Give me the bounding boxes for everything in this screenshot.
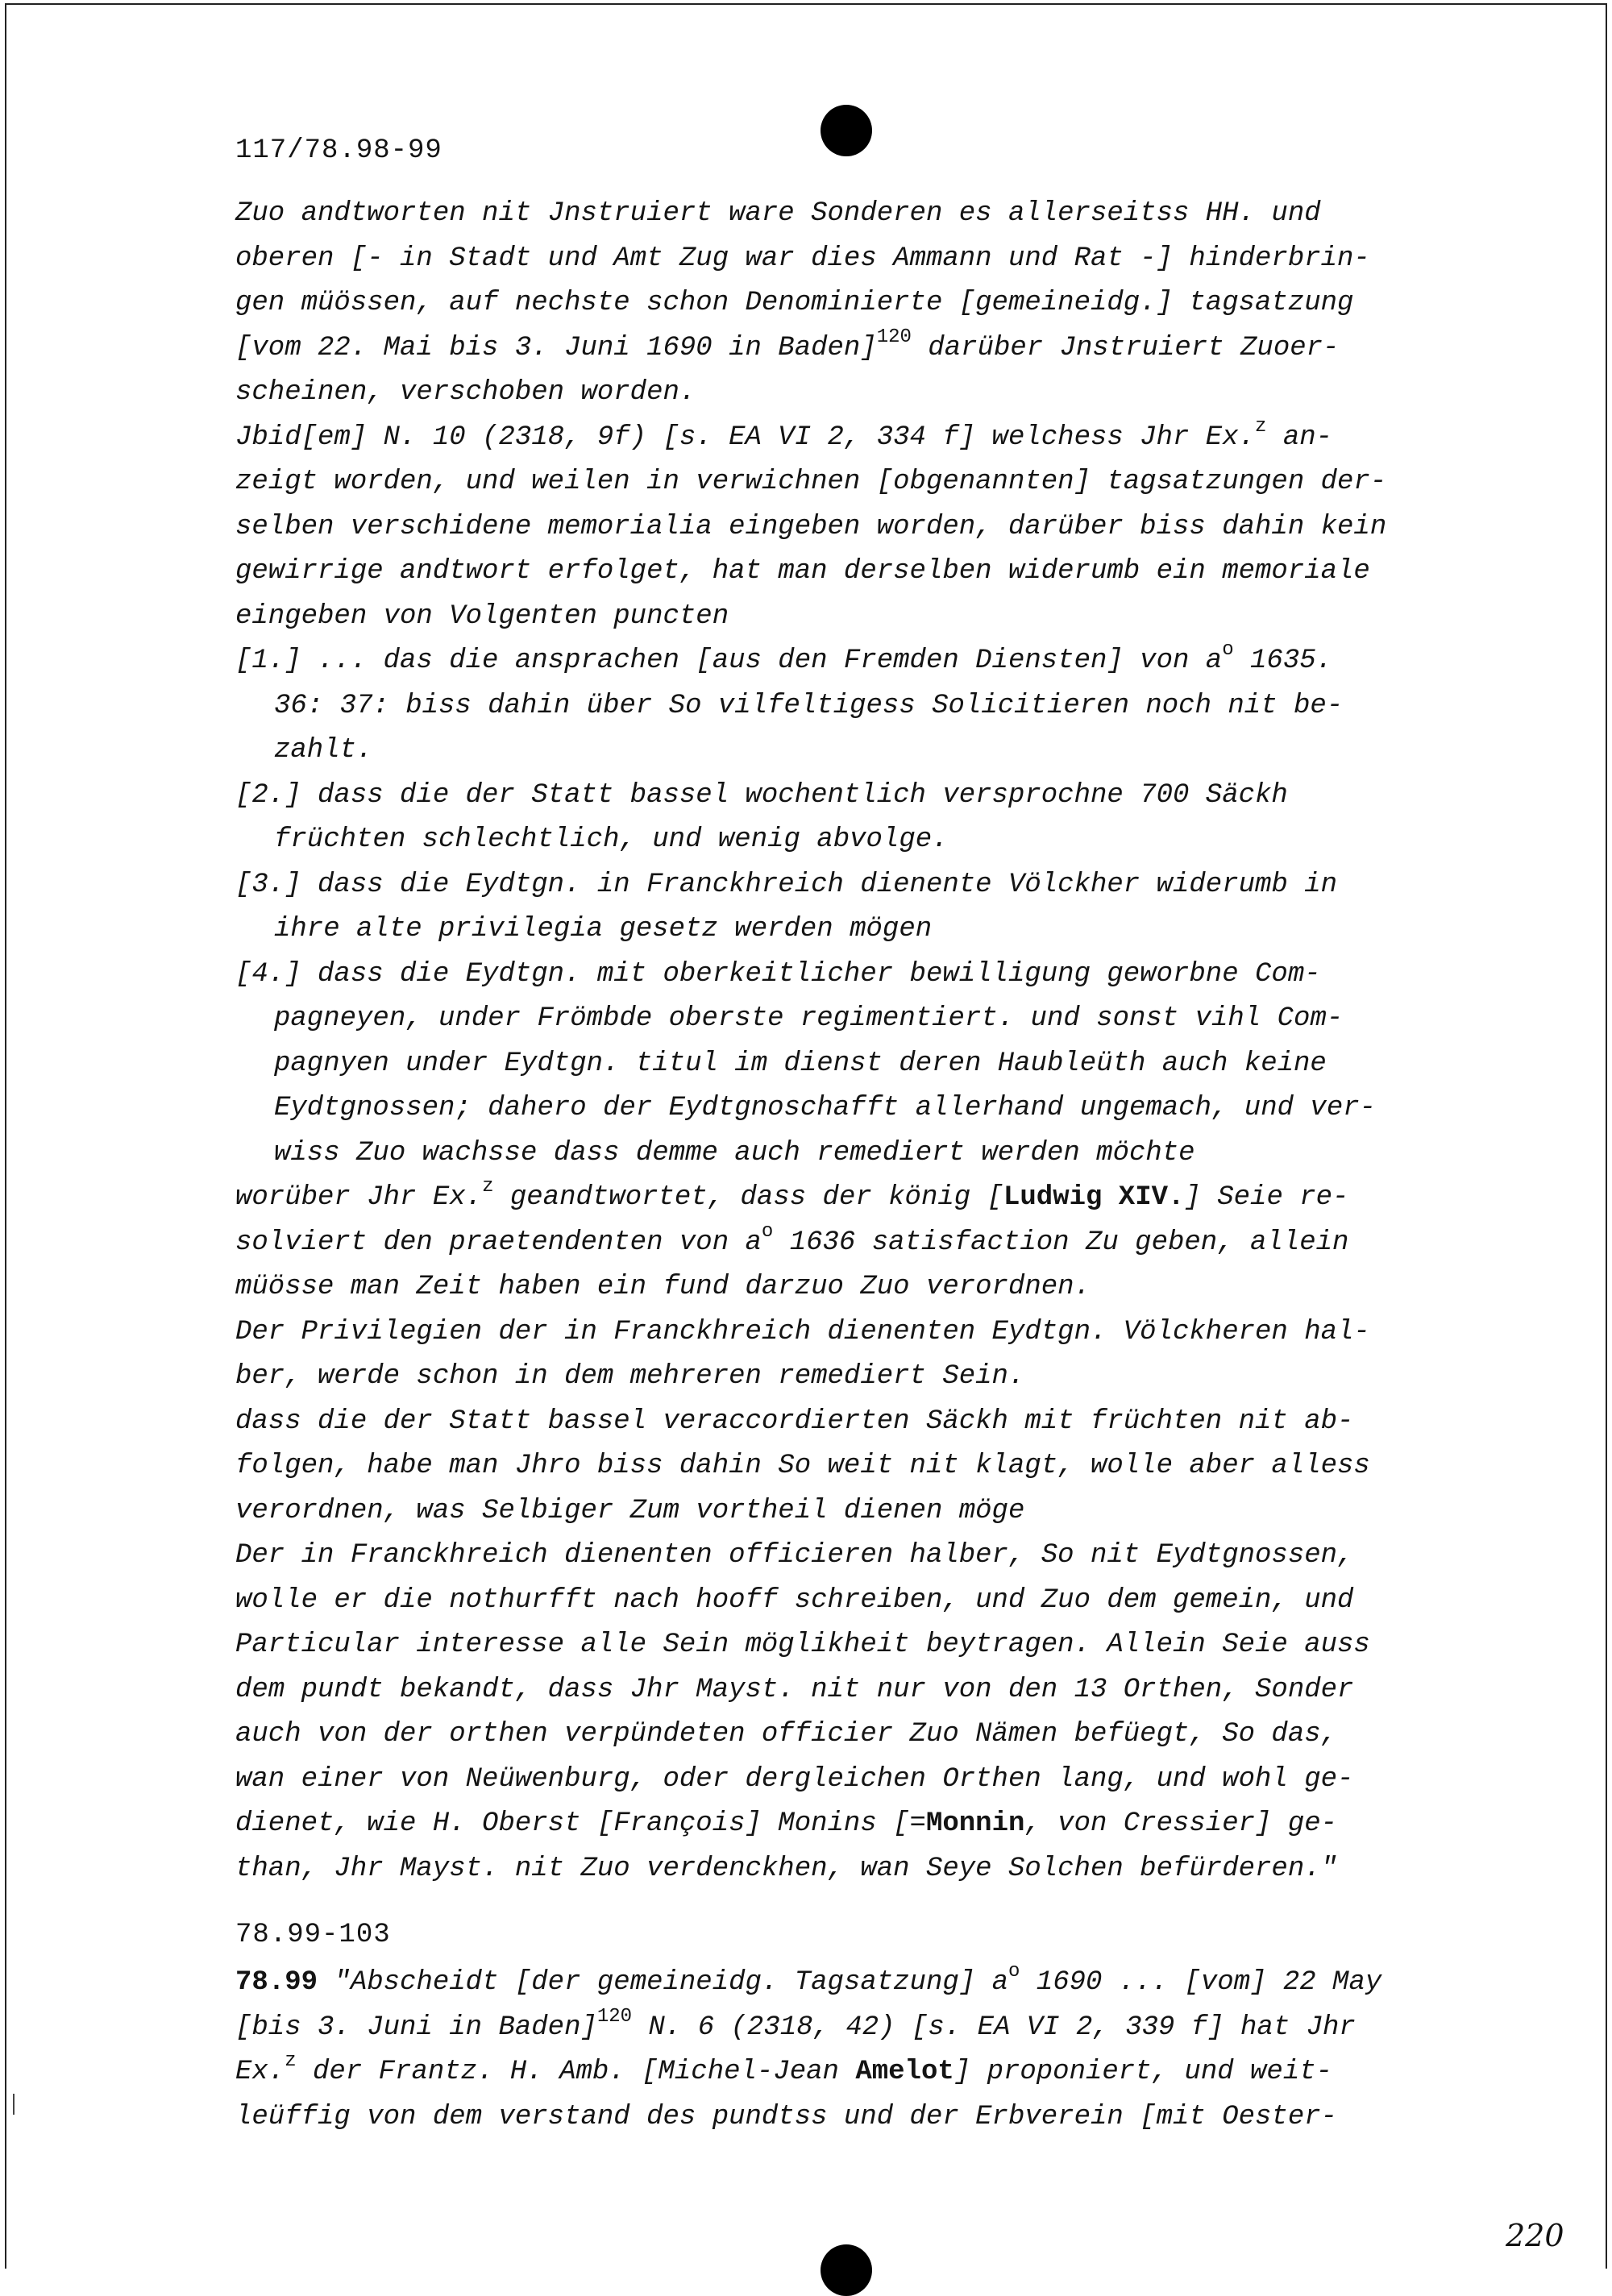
text-line: Ex.$^z$ der Frantz. H. Amb. [Michel-Jean Amelot] proponiert, und weit- bbox=[235, 2050, 1333, 2087]
text-line: scheinen, verschoben worden. bbox=[235, 377, 696, 408]
text-line: dass die der Statt bassel veraccordierten Säckh mit früchten nit ab- bbox=[235, 1405, 1354, 1437]
text-line: auch von der orthen verpündeten officier Zuo Nämen befüegt, So das, bbox=[235, 1719, 1338, 1750]
text-line: 36: 37: biss dahin über So vilfeltigess Solicitieren noch nit be- bbox=[274, 690, 1344, 721]
text-line: müösse man Zeit haben ein fund darzuo Zuo verordnen. bbox=[235, 1272, 1091, 1302]
footnote-marker: 120 bbox=[596, 2005, 633, 2028]
list-item-1: [1.] ... das die ansprachen [aus den Fremden Diensten] von $a^o$ 1635. bbox=[235, 639, 1333, 676]
text-line: pagnyen under Eydtgn. titul im dienst deren Haubleüth auch keine bbox=[274, 1048, 1327, 1079]
punch-hole-top bbox=[821, 105, 872, 156]
footnote-marker: 120 bbox=[876, 326, 912, 348]
text-line: ber, werde schon in dem mehreren remediert Sein. bbox=[235, 1361, 1025, 1392]
text-line: eingeben von Volgenten puncten bbox=[235, 600, 729, 632]
text-line: folgen, habe man Jhro biss dahin So weit nit klagt, wolle aber alless bbox=[235, 1451, 1370, 1481]
list-item-3: [3.] dass die Eydtgn. in Franckhreich dienente Völckher widerumb in bbox=[235, 869, 1338, 900]
text-line: wan einer von Neüwenburg, oder dergleichen Orthen lang, und wohl ge- bbox=[235, 1763, 1354, 1795]
text-line: gen müössen, auf nechste schon Denominierte [gemeineidg.] tagsatzung bbox=[235, 288, 1354, 318]
text-line: [vom 22. Mai bis 3. Juni 1690 in Baden]$^{120}$ darüber Jnstruiert Zuoer- bbox=[235, 326, 1340, 363]
superscript: o bbox=[1222, 639, 1234, 661]
superscript: o bbox=[761, 1220, 774, 1243]
text-line: solviert den praetendenten von $a^o$ 1636 satisfaction Zu geben, allein bbox=[235, 1220, 1349, 1258]
text-line: Eydtgnossen; dahero der Eydtgnoschafft allerhand ungemach, und ver- bbox=[274, 1093, 1377, 1123]
text-line: ihre alte privilegia gesetz werden mögen bbox=[274, 914, 933, 945]
text-line: pagneyen, under Frömbde oberste regimentiert. und sonst vihl Com- bbox=[274, 1003, 1344, 1034]
person-name: Amelot bbox=[855, 2057, 954, 2087]
list-item-2: [2.] dass die der Statt bassel wochentlich versprochne 700 Säckh bbox=[235, 779, 1288, 811]
text-line: zahlt. bbox=[274, 735, 373, 766]
text-line: zeigt worden, und weilen in verwichnen [obgenannten] tagsatzungen der- bbox=[235, 467, 1387, 497]
text-line: Zuo andtworten nit Jnstruiert ware Sonderen es allerseitss HH. und bbox=[235, 198, 1321, 229]
text-line: Particular interesse alle Sein möglikheit beytragen. Allein Seie auss bbox=[235, 1630, 1370, 1660]
text-line: 78.99 "Abscheidt [der gemeineidg. Tagsatzung] $a^o$ 1690 ... [vom] 22 May bbox=[235, 1961, 1382, 1998]
text-line: früchten schlechtlich, und wenig abvolge. bbox=[274, 824, 949, 855]
reference-number-section: 78.99-103 bbox=[235, 1920, 391, 1950]
text-line: oberen [- in Stadt und Amt Zug war dies Ammann und Rat -] hinderbrin- bbox=[235, 243, 1370, 274]
text-line: wiss Zuo wachsse dass demme auch remediert werden möchte bbox=[274, 1137, 1195, 1169]
superscript: z bbox=[285, 2050, 297, 2072]
section-c bbox=[235, 1961, 1477, 2140]
reference-number-top: 117/78.98-99 bbox=[235, 135, 442, 166]
list-item-4: [4.] dass die Eydtgn. mit oberkeitlicher bewilligung geworbne Com- bbox=[235, 958, 1321, 990]
entry-number: 78.99 bbox=[235, 1967, 318, 1998]
text-line: wolle er die nothurfft nach hooff schreiben, und Zuo dem gemein, und bbox=[235, 1584, 1354, 1616]
page-number: 220 bbox=[1506, 2218, 1564, 2253]
text-line: [bis 3. Juni in Baden]$^{120}$ N. 6 (2318, 42) [s. EA VI 2, 339 f] hat Jhr bbox=[235, 2005, 1356, 2043]
text-line: dem pundt bekandt, dass Jhr Mayst. nit nur von den 13 Orthen, Sonder bbox=[235, 1674, 1354, 1705]
superscript: z bbox=[482, 1176, 494, 1198]
text-line: than, Jhr Mayst. nit Zuo verdenckhen, wan Seye Solchen befürderen." bbox=[235, 1853, 1338, 1884]
person-name: Ludwig XIV. bbox=[1003, 1182, 1185, 1213]
punch-hole-bottom bbox=[821, 2244, 872, 2296]
margin-mark bbox=[13, 2094, 15, 2115]
superscript: z bbox=[1255, 415, 1267, 438]
text-line: verordnen, was Selbiger Zum vortheil dienen möge bbox=[235, 1495, 1025, 1526]
text-line: Jbid[em] N. 10 (2318, 9f) [s. EA VI 2, 334 f] welchess Jhr Ex.$^z$ an- bbox=[235, 415, 1333, 453]
text-line: gewirrige andtwort erfolget, hat man derselben widerumb ein memoriale bbox=[235, 556, 1370, 587]
text-line: Der in Franckhreich dienenten officieren halber, So nit Eydtgnossen, bbox=[235, 1540, 1354, 1571]
section-a bbox=[235, 192, 1477, 1891]
text-line: leüffig von dem verstand des pundtss und der Erbverein [mit Oester- bbox=[235, 2101, 1338, 2132]
text-line: Der Privilegien der in Franckhreich dienenten Eydtgn. Völckheren hal- bbox=[235, 1316, 1370, 1347]
text-line: selben verschidene memorialia eingeben worden, darüber biss dahin kein bbox=[235, 511, 1387, 542]
text-line: worüber Jhr Ex.$^z$ geandtwortet, dass der könig [Ludwig XIV.] Seie re- bbox=[235, 1176, 1349, 1213]
person-name: Monnin bbox=[925, 1808, 1025, 1839]
text-line: dienet, wie H. Oberst [François] Monins [=Monnin, von Cressier] ge- bbox=[235, 1808, 1338, 1839]
superscript: o bbox=[1008, 1961, 1020, 1983]
